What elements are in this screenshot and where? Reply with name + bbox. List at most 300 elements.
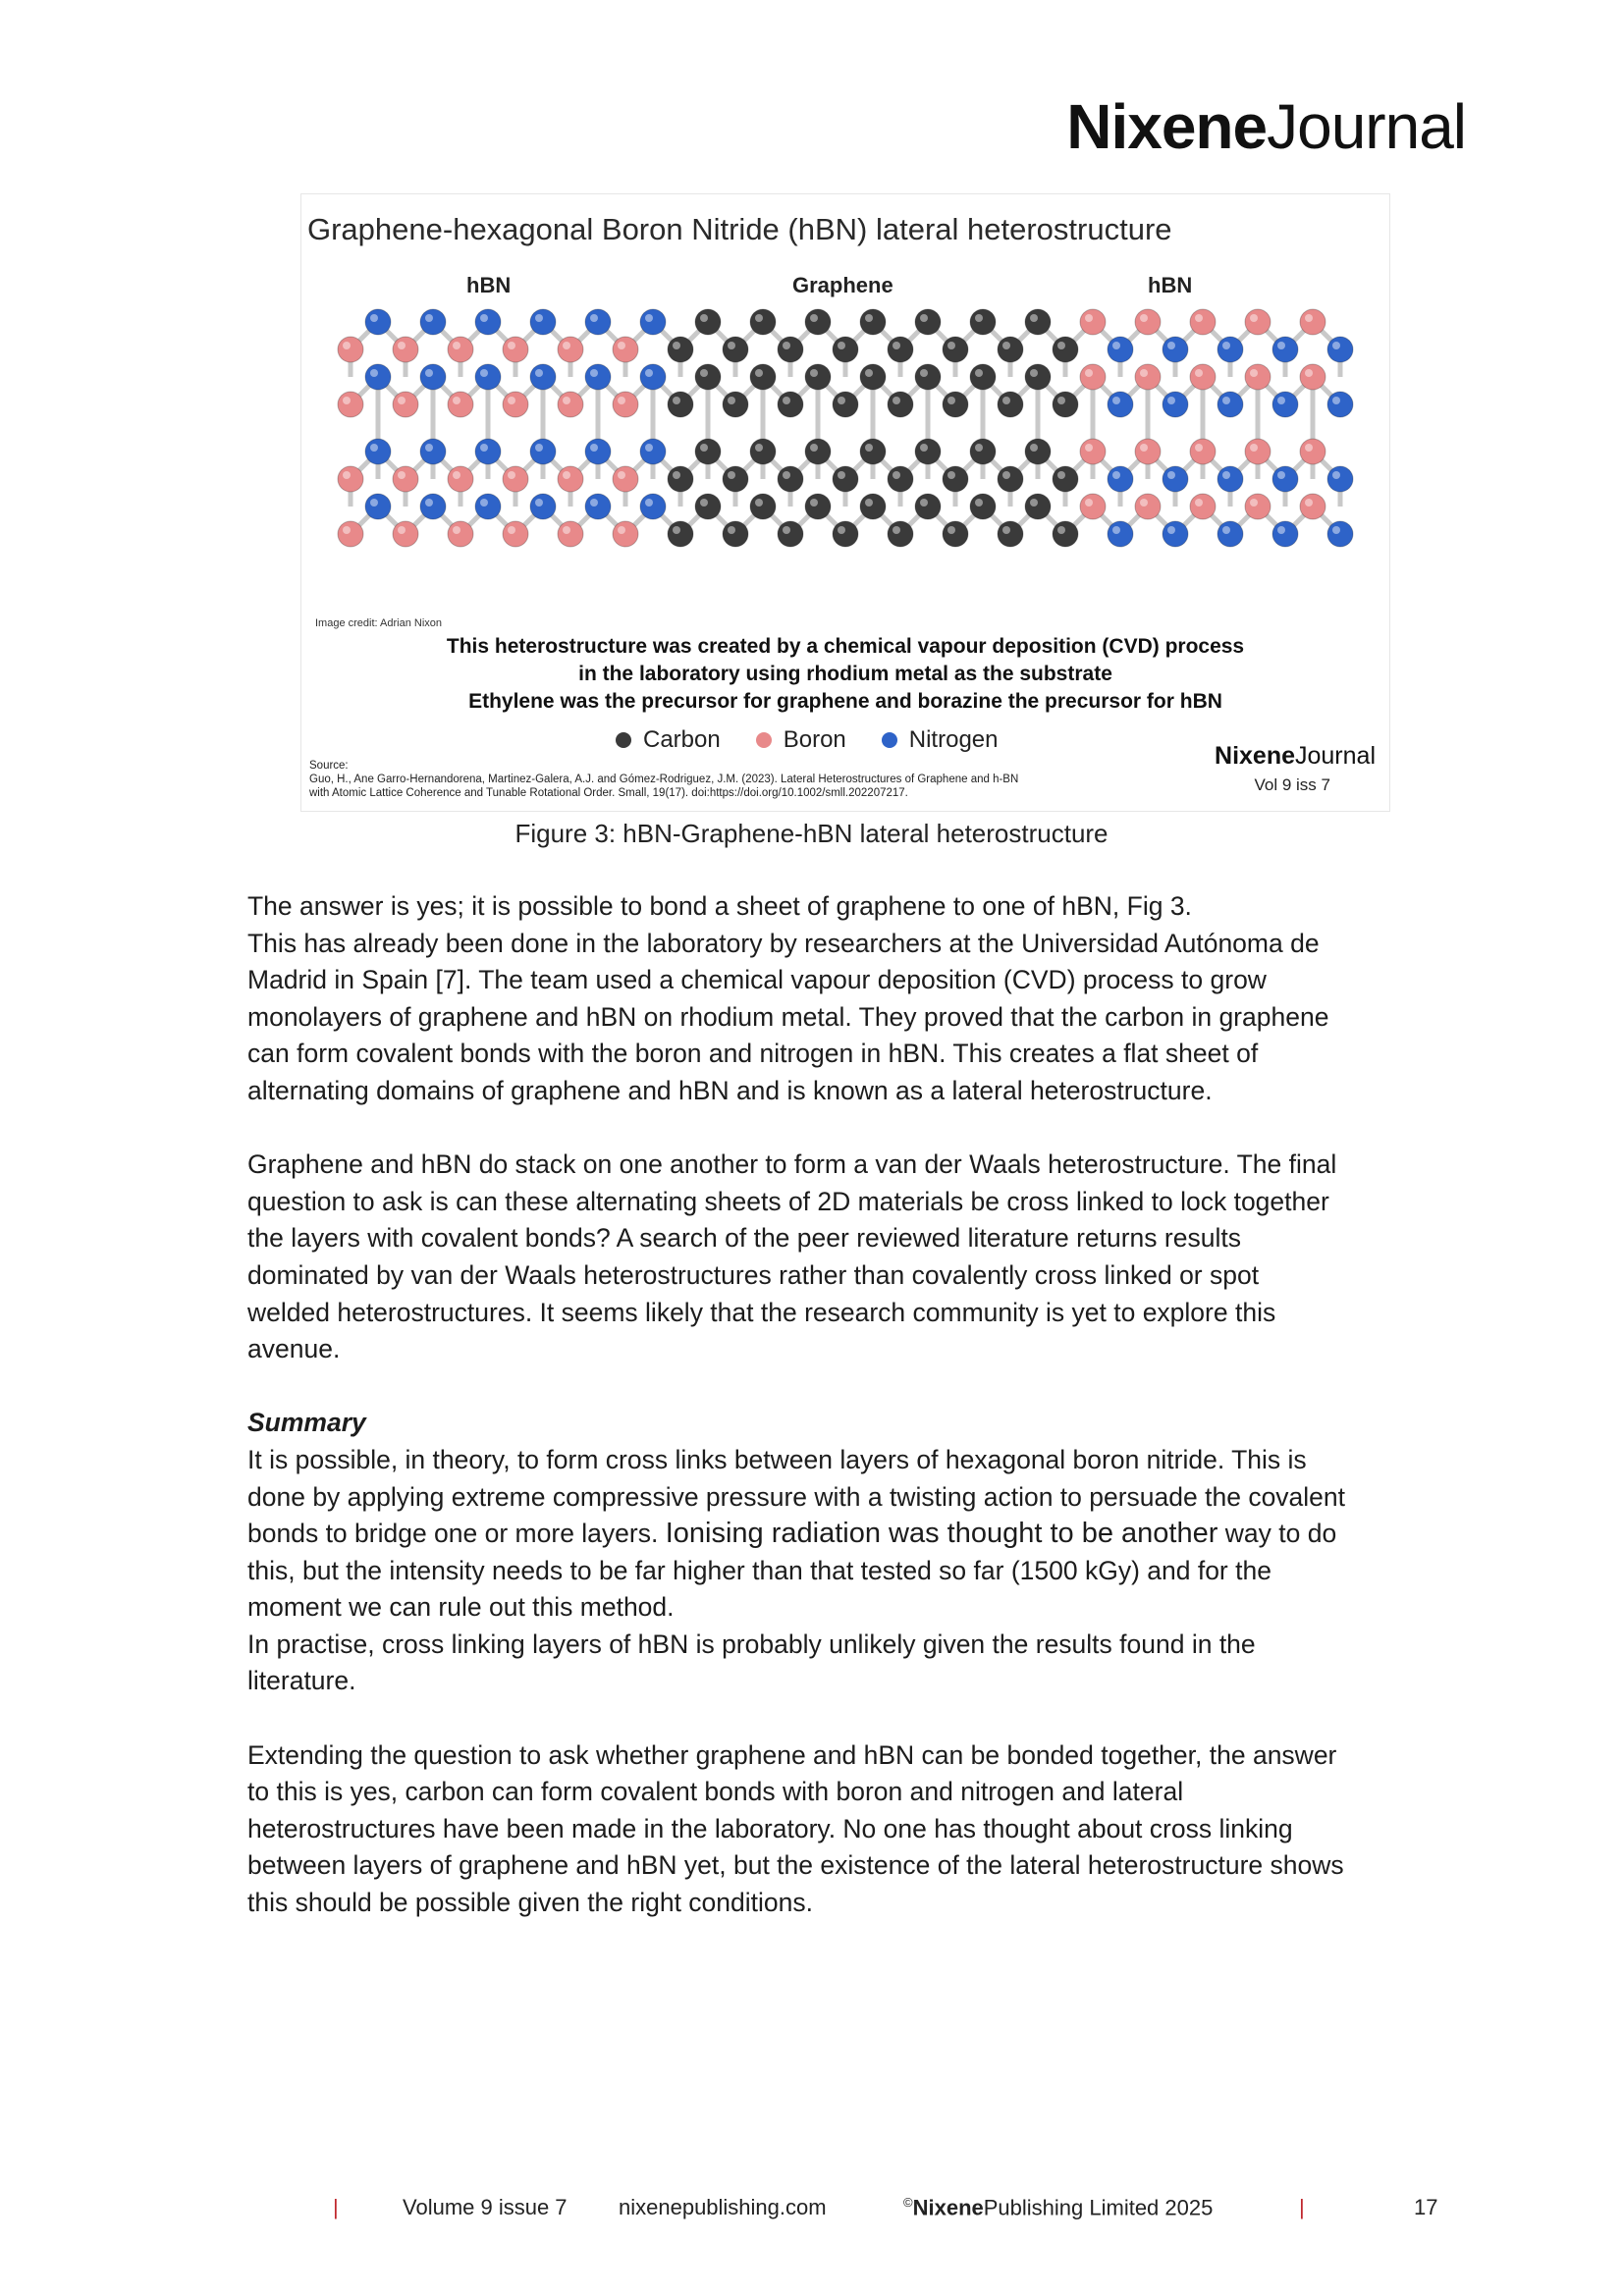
atom-legend (616, 726, 998, 754)
atom-highlight (1222, 471, 1230, 479)
atom-highlight (947, 342, 955, 349)
carbon-atom (860, 309, 886, 335)
atom-highlight (1140, 369, 1148, 377)
atom-highlight (618, 342, 625, 349)
boron-atom (558, 392, 583, 417)
source-label: Source: (309, 760, 349, 772)
atom-highlight (947, 397, 955, 404)
figure-brand (1215, 742, 1376, 771)
nitrogen-atom (530, 494, 556, 519)
atom-highlight (920, 499, 928, 507)
text-line: alternating domains of graphene and hBN and is known as a lateral heterostructure. (247, 1075, 1213, 1105)
nitrogen-atom (420, 364, 446, 390)
carbon-atom (1025, 364, 1051, 390)
boron-atom (503, 392, 528, 417)
carbon-atom (970, 439, 996, 464)
atom-highlight (728, 342, 735, 349)
boron-atom (1135, 494, 1161, 519)
atom-highlight (508, 526, 515, 534)
carbon-atom (1025, 309, 1051, 335)
carbon-atom (1025, 439, 1051, 464)
atom-highlight (1030, 444, 1038, 452)
carbon-atom (1053, 466, 1078, 492)
atom-highlight (810, 369, 818, 377)
footer-volume: Volume 9 issue 7 (403, 2195, 568, 2219)
atom-highlight (1057, 397, 1065, 404)
boron-atom (613, 466, 638, 492)
carbon-atom (860, 439, 886, 464)
atom-highlight (728, 397, 735, 404)
atom-highlight (645, 499, 653, 507)
atom-highlight (508, 471, 515, 479)
atom-highlight (893, 526, 900, 534)
atom-highlight (1002, 342, 1010, 349)
atom-highlight (1030, 369, 1038, 377)
figure-caption: Figure 3: hBN-Graphene-hBN lateral heterostructure (514, 819, 1109, 848)
carbon-atom (695, 309, 721, 335)
boron-atom (1300, 309, 1325, 335)
boron-atom (1135, 309, 1161, 335)
carbon-atom (750, 494, 776, 519)
atom-highlight (920, 369, 928, 377)
atom-highlight (563, 397, 570, 404)
text-line: to this is yes, carbon can form covalent bonds with boron and nitrogen and lateral (247, 1777, 1184, 1807)
text-span: way to do (1217, 1519, 1337, 1549)
atom-highlight (480, 499, 488, 507)
atom-highlight (425, 499, 433, 507)
carbon-atom (750, 309, 776, 335)
atom-highlight (1305, 369, 1313, 377)
atom-highlight (590, 444, 598, 452)
boron-atom (613, 392, 638, 417)
carbon-atom (970, 494, 996, 519)
atom-highlight (1167, 471, 1175, 479)
carbon-atom (915, 439, 941, 464)
atom-highlight (1305, 499, 1313, 507)
carbon-atom (723, 521, 748, 547)
boron-atom (448, 392, 473, 417)
atom-highlight (1332, 526, 1340, 534)
legend-item-carbon (616, 726, 721, 754)
atom-highlight (700, 369, 708, 377)
atom-highlight (618, 526, 625, 534)
boron-atom (1190, 309, 1216, 335)
text-line: In practise, cross linking layers of hBN is probably unlikely given the results found in the (247, 1629, 1256, 1659)
atom-highlight (947, 471, 955, 479)
atom-highlight (975, 314, 983, 322)
carbon-atom (1025, 494, 1051, 519)
nitrogen-atom (585, 439, 611, 464)
nitrogen-atom (420, 494, 446, 519)
atom-highlight (838, 397, 845, 404)
atom-highlight (783, 526, 790, 534)
carbon-atom (833, 392, 858, 417)
text-line: dominated by van der Waals heterostructures rather than covalently cross linked or spot (247, 1259, 1260, 1290)
atom-highlight (1250, 314, 1258, 322)
atom-highlight (1195, 369, 1203, 377)
nitrogen-atom (1217, 392, 1243, 417)
nitrogen-atom (640, 494, 666, 519)
boron-dot-icon (756, 732, 772, 748)
atom-highlight (480, 444, 488, 452)
atom-highlight (1002, 526, 1010, 534)
atom-highlight (1002, 471, 1010, 479)
footer-divider-left: | (333, 2195, 339, 2219)
text-line: The answer is yes; it is possible to bond a sheet of graphene to one of hBN, Fig 3. (247, 891, 1192, 921)
boron-atom (503, 466, 528, 492)
atom-highlight (1277, 397, 1285, 404)
atom-highlight (700, 314, 708, 322)
boron-atom (1190, 439, 1216, 464)
atom-highlight (673, 471, 680, 479)
atom-highlight (453, 342, 460, 349)
atom-highlight (1140, 444, 1148, 452)
boron-atom (393, 466, 418, 492)
figure-source (309, 759, 1193, 800)
nitrogen-atom (640, 309, 666, 335)
carbon-atom (888, 466, 913, 492)
nitrogen-atom (365, 364, 391, 390)
text-line: welded heterostructures. It seems likely that the research community is yet to explore this (247, 1297, 1276, 1327)
text-line-mixed (247, 1516, 1445, 1553)
masthead-brand-bold: Nixene (1066, 91, 1268, 162)
nitrogen-atom (1108, 337, 1133, 362)
atom-highlight (535, 369, 543, 377)
carbon-atom (723, 466, 748, 492)
atom-highlight (1277, 342, 1285, 349)
atom-highlight (1250, 499, 1258, 507)
figure-brand-bold: Nixene (1215, 742, 1295, 770)
nitrogen-atom (1163, 392, 1188, 417)
atom-highlight (343, 526, 351, 534)
atom-highlight (838, 526, 845, 534)
atom-highlight (1140, 499, 1148, 507)
figure-title: Graphene-hexagonal Boron Nitride (hBN) lateral heterostructure (307, 212, 1172, 246)
nitrogen-atom (365, 494, 391, 519)
atom-highlight (590, 369, 598, 377)
nitrogen-atom (530, 364, 556, 390)
carbon-atom (833, 466, 858, 492)
boron-atom (558, 466, 583, 492)
atom-highlight (535, 444, 543, 452)
atom-highlight (673, 342, 680, 349)
atom-highlight (398, 526, 406, 534)
figure-3 (300, 193, 1390, 812)
carbon-atom (833, 521, 858, 547)
carbon-atom (998, 337, 1023, 362)
nitrogen-atom (640, 364, 666, 390)
footer-publisher-bold: Nixene (912, 2195, 984, 2220)
atom-highlight (700, 444, 708, 452)
atom-highlight (1167, 342, 1175, 349)
boron-atom (1245, 494, 1271, 519)
footer-publisher-rest: Publishing Limited 2025 (983, 2195, 1214, 2220)
nitrogen-atom (1217, 521, 1243, 547)
boron-atom (338, 392, 363, 417)
carbon-atom (943, 392, 968, 417)
atom-highlight (673, 397, 680, 404)
nitrogen-atom (1163, 521, 1188, 547)
lattice-illustration (301, 304, 1389, 599)
boron-atom (338, 466, 363, 492)
image-credit: Image credit: Adrian Nixon (315, 617, 443, 629)
inner-caption-line: This heterostructure was created by a chemical vapour deposition (CVD) process (446, 635, 1245, 658)
boron-atom (1245, 309, 1271, 335)
nitrogen-atom (530, 309, 556, 335)
carbon-atom (695, 439, 721, 464)
boron-atom (1080, 309, 1106, 335)
boron-atom (393, 392, 418, 417)
nitrogen-atom (530, 439, 556, 464)
atom-highlight (975, 499, 983, 507)
boron-atom (1135, 364, 1161, 390)
boron-atom (338, 521, 363, 547)
carbon-atom (998, 521, 1023, 547)
atom-highlight (975, 369, 983, 377)
text-line: this, but the intensity needs to be far higher than that tested so far (1500 kGy) and for the (247, 1555, 1271, 1585)
atom-highlight (398, 397, 406, 404)
nitrogen-atom (585, 494, 611, 519)
atom-highlight (893, 342, 900, 349)
carbon-atom (1053, 521, 1078, 547)
carbon-atom (805, 439, 831, 464)
atom-highlight (1222, 526, 1230, 534)
carbon-atom (723, 337, 748, 362)
nitrogen-atom (1272, 521, 1298, 547)
nitrogen-atom (475, 364, 501, 390)
text-line: the layers with covalent bonds? A search of the peer reviewed literature returns results (247, 1223, 1241, 1254)
legend-label: Carbon (643, 726, 721, 753)
carbon-atom (833, 337, 858, 362)
atom-highlight (755, 444, 763, 452)
nitrogen-atom (1217, 466, 1243, 492)
atom-highlight (1277, 471, 1285, 479)
nitrogen-atom (475, 439, 501, 464)
carbon-atom (860, 364, 886, 390)
text-line: Extending the question to ask whether graphene and hBN can be bonded together, the answer (247, 1739, 1337, 1770)
carbon-atom (750, 439, 776, 464)
atom-highlight (865, 314, 873, 322)
atom-highlight (453, 471, 460, 479)
carbon-atom (778, 337, 803, 362)
carbon-atom (998, 466, 1023, 492)
atom-highlight (535, 314, 543, 322)
carbon-atom (778, 466, 803, 492)
legend-label: Nitrogen (908, 726, 999, 753)
atom-highlight (1057, 342, 1065, 349)
carbon-atom (723, 392, 748, 417)
boron-atom (503, 337, 528, 362)
atom-highlight (755, 314, 763, 322)
inner-caption-line: Ethylene was the precursor for graphene and borazine the precursor for hBN (468, 690, 1222, 713)
carbon-atom (915, 364, 941, 390)
carbon-atom (888, 521, 913, 547)
atom-highlight (1332, 342, 1340, 349)
nitrogen-atom (1272, 466, 1298, 492)
atom-highlight (755, 499, 763, 507)
atom-highlight (755, 369, 763, 377)
atom-highlight (370, 314, 378, 322)
atom-highlight (1222, 397, 1230, 404)
boron-atom (1300, 439, 1325, 464)
carbon-atom (943, 337, 968, 362)
carbon-atom (668, 392, 693, 417)
boron-atom (613, 521, 638, 547)
atom-highlight (618, 471, 625, 479)
region-label-graphene: Graphene (792, 273, 893, 297)
carbon-atom (943, 521, 968, 547)
atom-highlight (1085, 444, 1093, 452)
nitrogen-atom (475, 309, 501, 335)
boron-atom (1245, 364, 1271, 390)
boron-atom (1080, 439, 1106, 464)
boron-atom (503, 521, 528, 547)
boron-atom (613, 337, 638, 362)
nitrogen-atom (1108, 466, 1133, 492)
text-line: question to ask is can these alternating sheets of 2D materials be cross linked to lock together (247, 1186, 1329, 1216)
carbon-atom (1053, 337, 1078, 362)
nitrogen-atom (1272, 392, 1298, 417)
atom-highlight (398, 471, 406, 479)
atom-highlight (1167, 397, 1175, 404)
boron-atom (1135, 439, 1161, 464)
nitrogen-atom (420, 309, 446, 335)
footer-copyright (903, 2195, 1213, 2220)
atom-highlight (838, 471, 845, 479)
atom-highlight (810, 444, 818, 452)
nitrogen-atom (365, 439, 391, 464)
region-label-hbn-right: hBN (1148, 273, 1193, 297)
atom-highlight (865, 499, 873, 507)
text-line: Madrid in Spain [7]. The team used a chemical vapour deposition (CVD) process to grow (247, 965, 1267, 995)
boron-atom (1300, 494, 1325, 519)
atom-highlight (645, 314, 653, 322)
nitrogen-atom (1217, 337, 1243, 362)
atom-highlight (1085, 314, 1093, 322)
carbon-atom (943, 466, 968, 492)
atom-highlight (1112, 471, 1120, 479)
carbon-atom (805, 494, 831, 519)
nitrogen-atom (1272, 337, 1298, 362)
nitrogen-atom (640, 439, 666, 464)
boron-atom (1300, 364, 1325, 390)
footer-website: nixenepublishing.com (619, 2195, 827, 2219)
nitrogen-atom (1163, 337, 1188, 362)
atom-highlight (1222, 342, 1230, 349)
nitrogen-atom (1327, 466, 1353, 492)
atom-highlight (563, 526, 570, 534)
nitrogen-atom (585, 309, 611, 335)
atom-highlight (645, 369, 653, 377)
carbon-atom (1053, 392, 1078, 417)
atom-highlight (618, 397, 625, 404)
atom-highlight (1250, 369, 1258, 377)
atom-highlight (1085, 369, 1093, 377)
text-line: This has already been done in the laboratory by researchers at the Universidad Autónoma de (247, 928, 1320, 958)
boron-atom (393, 337, 418, 362)
nitrogen-atom (585, 364, 611, 390)
text-span: bonds to bridge one or more layers. (247, 1519, 666, 1549)
text-line: done by applying extreme compressive pressure with a twisting action to persuade the covalent (247, 1481, 1346, 1512)
boron-atom (558, 521, 583, 547)
atom-highlight (920, 314, 928, 322)
atom-highlight (865, 444, 873, 452)
atom-highlight (535, 499, 543, 507)
summary-heading: Summary (247, 1408, 366, 1438)
text-line: It is possible, in theory, to form cross links between layers of hexagonal boron nitride. This is (247, 1444, 1307, 1474)
text-line: avenue. (247, 1334, 341, 1364)
atom-highlight (1167, 526, 1175, 534)
carbon-atom (915, 494, 941, 519)
carbon-atom (750, 364, 776, 390)
atom-highlight (975, 444, 983, 452)
atom-highlight (1332, 471, 1340, 479)
carbon-dot-icon (616, 732, 631, 748)
nitrogen-dot-icon (882, 732, 897, 748)
carbon-atom (970, 309, 996, 335)
atom-highlight (810, 314, 818, 322)
copyright-symbol: © (903, 2195, 913, 2210)
legend-item-nitrogen (882, 726, 999, 754)
source-line: Guo, H., Ane Garro-Hernandorena, Martinez-Galera, A.J. and Gómez-Rodriguez, J.M. (2023). Lateral Heterostructures of Graphene and h-BN (309, 774, 1019, 785)
journal-masthead (1066, 90, 1466, 163)
nitrogen-atom (1327, 337, 1353, 362)
atom-highlight (783, 397, 790, 404)
text-line: Graphene and hBN do stack on one another to form a van der Waals heterostructure. The final (247, 1149, 1337, 1180)
boron-atom (338, 337, 363, 362)
atom-highlight (1277, 526, 1285, 534)
atom-highlight (343, 471, 351, 479)
atom-highlight (370, 369, 378, 377)
atom-highlight (590, 499, 598, 507)
carbon-atom (668, 521, 693, 547)
boron-atom (558, 337, 583, 362)
atom-highlight (783, 471, 790, 479)
atom-highlight (728, 471, 735, 479)
atom-highlight (453, 397, 460, 404)
atom-highlight (893, 397, 900, 404)
carbon-atom (695, 364, 721, 390)
boron-atom (448, 466, 473, 492)
figure-inner-caption (301, 633, 1389, 716)
atom-highlight (893, 471, 900, 479)
text-line: between layers of graphene and hBN yet, but the existence of the lateral heterostructure shows (247, 1850, 1344, 1881)
text-line: this should be possible given the right conditions. (247, 1888, 813, 1918)
atom-highlight (1305, 314, 1313, 322)
atom-highlight (947, 526, 955, 534)
nitrogen-atom (1327, 521, 1353, 547)
atom-highlight (453, 526, 460, 534)
atom-highlight (398, 342, 406, 349)
atom-highlight (728, 526, 735, 534)
text-line: can form covalent bonds with the boron and nitrogen in hBN. This creates a flat sheet of (247, 1039, 1259, 1069)
carbon-atom (668, 466, 693, 492)
boron-atom (1245, 439, 1271, 464)
atom-highlight (1140, 314, 1148, 322)
atom-highlight (508, 397, 515, 404)
atom-highlight (343, 342, 351, 349)
atom-highlight (1030, 314, 1038, 322)
atom-highlight (425, 314, 433, 322)
nitrogen-atom (365, 309, 391, 335)
carbon-atom (888, 392, 913, 417)
text-line: monolayers of graphene and hBN on rhodium metal. They proved that the carbon in graphene (247, 1001, 1329, 1032)
carbon-atom (970, 364, 996, 390)
carbon-atom (998, 392, 1023, 417)
text-line: moment we can rule out this method. (247, 1592, 675, 1623)
atom-highlight (1030, 499, 1038, 507)
atom-highlight (865, 369, 873, 377)
